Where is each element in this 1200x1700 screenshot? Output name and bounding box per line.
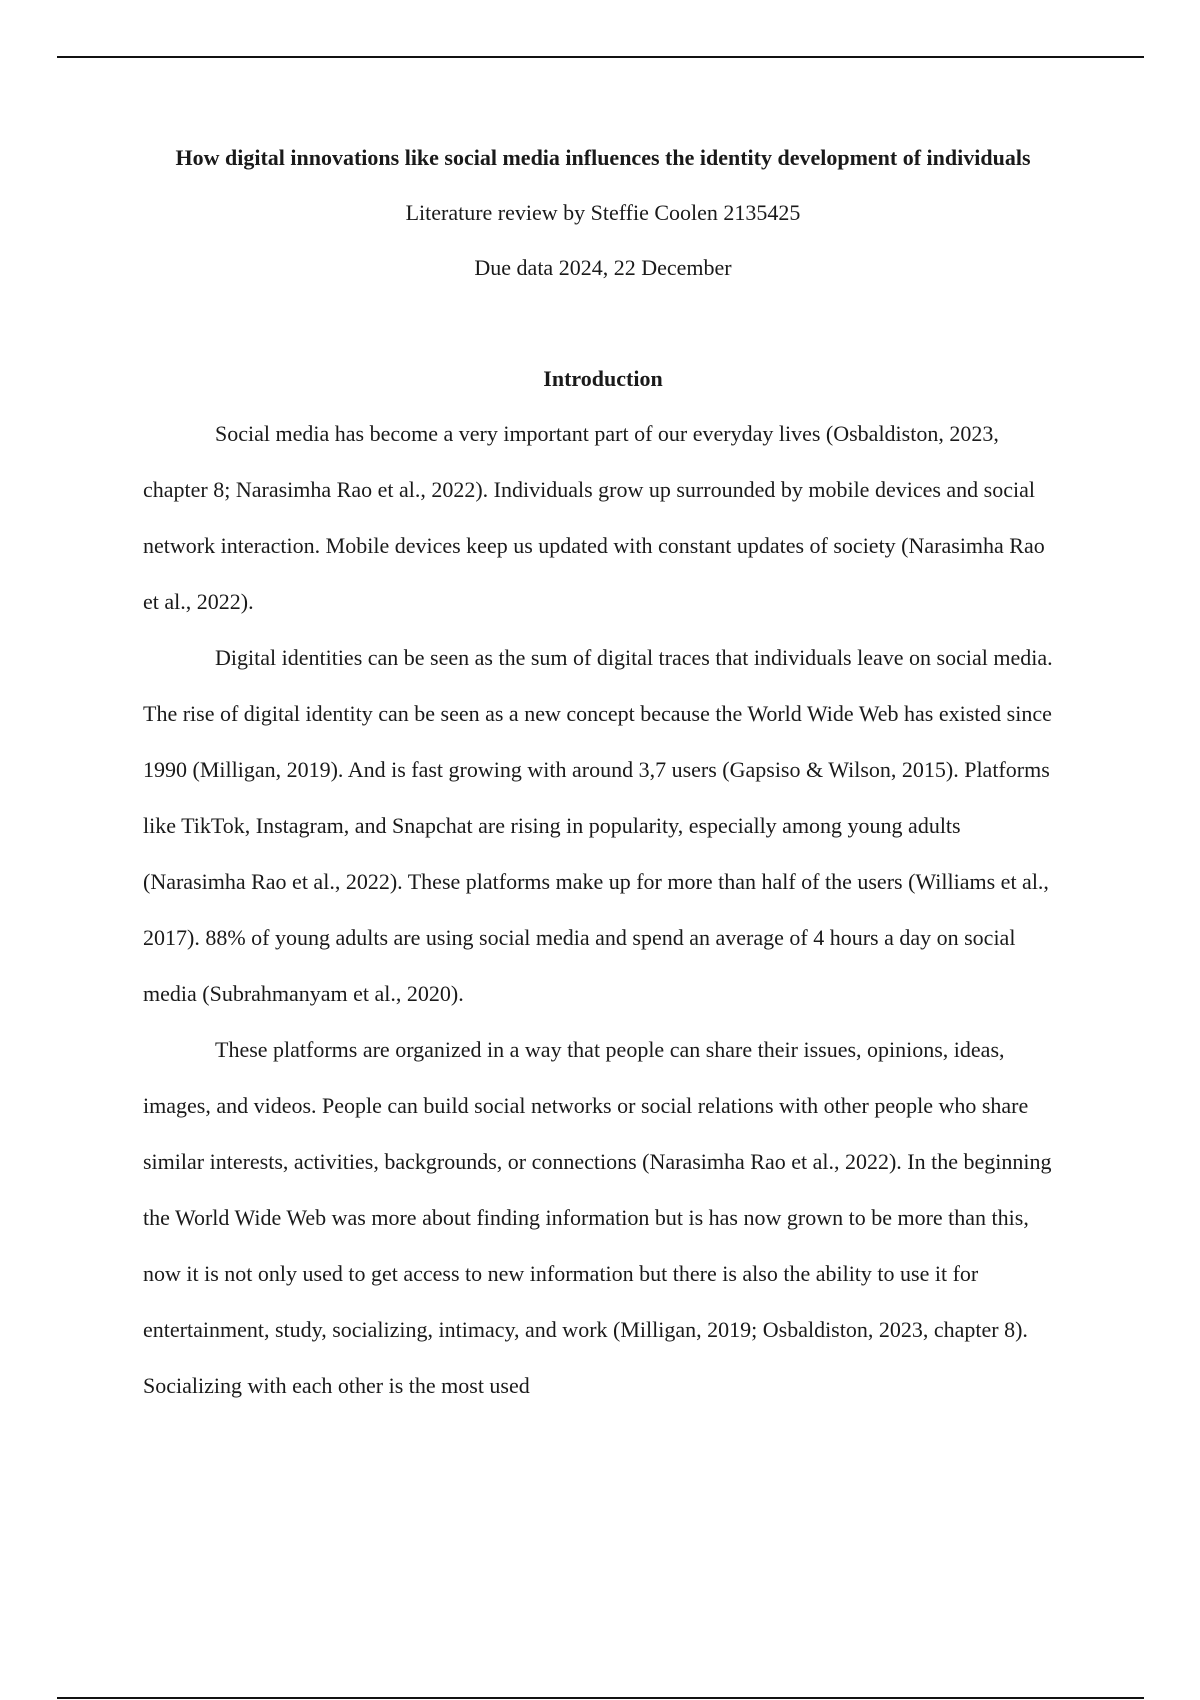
paragraph: These platforms are organized in a way that people can share their issues, opinions, ideas, images, and videos. People can build social networks or social relations with other people who share similar interests, activities, backgrounds, or connections (Narasimha Rao et al., 2022). In the beginning the World Wide Web was more about finding information but is has now grown to be more than this, now it is not only used to get access to new information but there is also the ability to use it for entertainment, study, socializing, intimacy, and work (Milligan, 2019; Osbaldiston, 2023, chapter 8). Socializing with each other is the most used xyxy=(143,1037,1052,1398)
author-byline: Literature review by Steffie Coolen 2135425 xyxy=(405,200,801,225)
header-rule xyxy=(57,56,1144,58)
section-heading-introduction: Introduction xyxy=(543,366,663,391)
paragraph: Social media has become a very important part of our everyday lives (Osbaldiston, 2023, chapter 8; Narasimha Rao et al., 2022). Individuals grow up surrounded by mobile devices and social network interaction. Mobile devices keep us updated with constant updates of society (Narasimha Rao et al., 2022). xyxy=(143,421,1045,614)
paragraph: Digital identities can be seen as the sum of digital traces that individuals leave on social media. The rise of digital identity can be seen as a new concept because the World Wide Web has existed since 1990 (Milligan, 2019). And is fast growing with around 3,7 users (Gapsiso & Wilson, 2015). Platforms like TikTok, Instagram, and Snapchat are rising in popularity, especially among young adults (Narasimha Rao et al., 2022). These platforms make up for more than half of the users (Williams et al., 2017). 88% of young adults are using social media and spend an average of 4 hours a day on social media (Subrahmanyam et al., 2020). xyxy=(143,645,1053,1006)
document-title: How digital innovations like social media influences the identity development of individuals xyxy=(175,145,1031,170)
document-page xyxy=(143,131,1063,1414)
footer-rule xyxy=(57,1697,1144,1699)
due-date: Due data 2024, 22 December xyxy=(474,255,732,280)
